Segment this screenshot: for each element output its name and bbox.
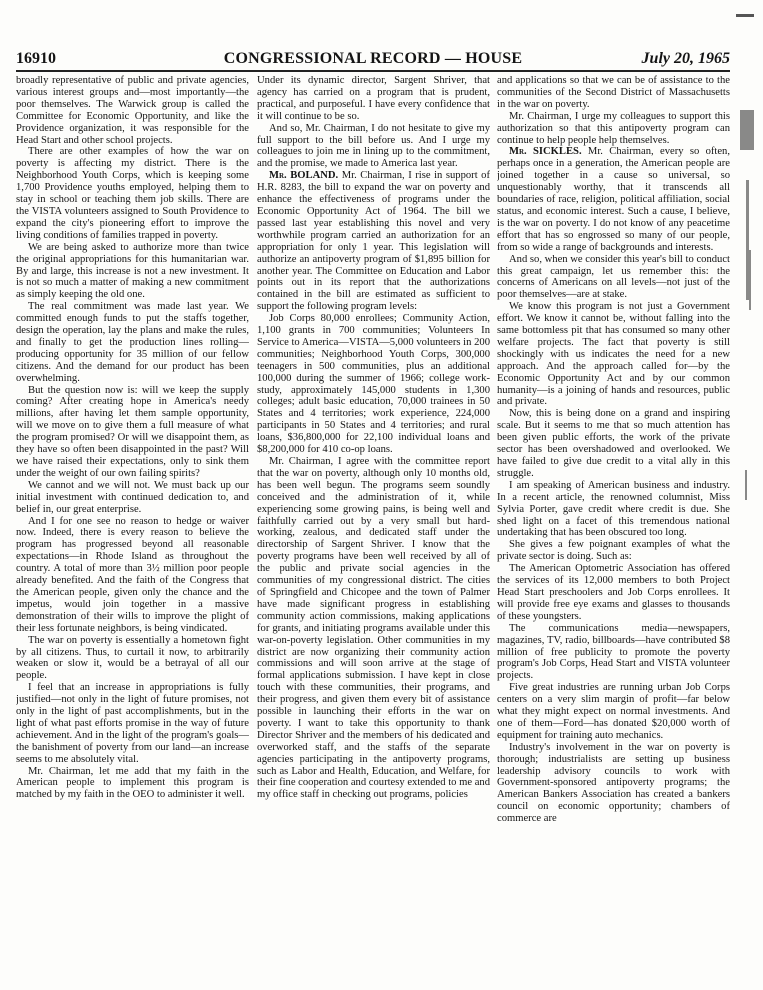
header-rule	[16, 70, 730, 72]
paragraph	[16, 75, 249, 146]
paragraph	[16, 766, 249, 802]
paragraph-text: Mr. Chairman, let me add that my faith in the American people to implement this program is matched by my faith in the OEO to administer it well.	[16, 765, 249, 801]
page-number: 16910	[16, 50, 56, 67]
paragraph-text: I am speaking of American business and industry. In a recent article, the renowned columnist, Miss Sylvia Porter, gave credit where credit is due. She shed light on a facet of this tremendous national undertaking that has been obscured too long.	[497, 479, 730, 539]
paragraph	[16, 635, 249, 683]
paragraph-text: The real commitment was made last year. We committed enough funds to put the staffs together, design the operation, lay the plans and make the rules, and finally to get the production lines rolling—producing opportunity for 35 million of our fellow citizens. And the demand for our product has been overwhelming.	[16, 301, 249, 384]
paragraph	[257, 123, 490, 171]
text-column-1	[16, 75, 249, 950]
paragraph-text: We know this program is not just a Government effort. We know it cannot be, without falling into the same bottomless pit that has consumed so many other welfare projects. The fact that poverty is still shockingly with us indicates the need for a new approach. And the approach called for—by the Economic Opportunity Act and by our common humanity—is a joining of hands and resources, public and private.	[497, 301, 730, 408]
paragraph	[16, 301, 249, 384]
paragraph	[497, 563, 730, 623]
paragraph	[16, 242, 249, 302]
paragraph-text: We cannot and we will not. We must back up our initial investment with continued dedication to, and belief in, our great enterprise.	[16, 479, 249, 515]
paragraph-text: And I for one see no reason to hedge or waiver now. Indeed, there is every reason to believe the program has progressed beyond all reasonable expectations—in Rhode Island as throughout the country. A total of more than 3½ million poor people already benefited. And the faith of the Congress that the American people, given only the chance and the impetus, would join together in a massive demonstration of their wills to improve the plight of their less fortunate neighbors, is being vindicated.	[16, 515, 249, 634]
paragraph	[497, 539, 730, 563]
paragraph-text: Under its dynamic director, Sargent Shriver, that agency has carried on a program that is prudent, practical, and purposeful. I have every confidence that it will continue to be so.	[257, 75, 490, 122]
paragraph	[257, 170, 490, 313]
scan-edge-shadow	[740, 90, 754, 990]
paragraph-text: Mr. Chairman, I urge my colleagues to support this authorization so that this antipoverty program can continue to help people help themselves.	[497, 110, 730, 146]
paragraph-text: And so, Mr. Chairman, I do not hesitate to give my full support to the bill before us. And I urge my colleagues to join me in lining up to the commitment, and the promise, we made to America last year.	[257, 122, 490, 170]
paragraph-text: She gives a few poignant examples of what the private sector is doing. Such as:	[497, 539, 730, 563]
paragraph	[16, 516, 249, 635]
publication-title: CONGRESSIONAL RECORD — HOUSE	[223, 50, 523, 67]
paragraph-text: But the question now is: will we keep the supply coming? After creating hope in America's needy millions, after having let them sample opportunity, will we move on to give them a full measure of what the program promised? Or will we disappoint them, as they have so often been disappointed in the past? Will we have raised their expectations, only to sink them under the weight of our own failing spirits?	[16, 384, 249, 479]
paragraph	[497, 480, 730, 540]
speaker-name: Mr. SICKLES.	[509, 146, 582, 158]
paragraph	[16, 480, 249, 516]
paragraph	[257, 313, 490, 456]
paragraph	[497, 75, 730, 111]
paragraph	[16, 146, 249, 241]
paragraph	[497, 111, 730, 147]
paragraph-text: Mr. Chairman, I rise in support of H.R. 8283, the bill to expand the war on poverty and enhance the effectiveness of programs under the Economic Opportunity Act of 1964. The bill we passed last year establishing this novel and very worthwhile program carried an authorization for an appropriation for only 1 year. This legislation will authorize an antipoverty program of $1,895 billion for another year. The Committee on Education and Labor points out in its report that the authorizations contained in the bill are estimated as sufficient to support the following program levels:	[257, 170, 490, 313]
paragraph-text: Mr. Chairman, every so often, perhaps once in a generation, the American people are joined together in a cause so universal, so unquestionably worthy, that it transcends all boundaries of race, religion, political affiliation, social status, and economic interest. Such a cause, I believe, is the war on poverty. I do not know of any peacetime effort that has so engrossed so many of our people, from so wide a range of backgrounds and interests.	[497, 146, 730, 253]
paragraph	[497, 408, 730, 479]
scan-mark	[736, 14, 754, 17]
paragraph-text: The communications media—newspapers, magazines, TV, radio, billboards—have contributed $8 million of free publicity to promote the poverty program's Job Corps, Head Start and VISTA volunteer projects.	[497, 622, 730, 682]
paragraph	[497, 682, 730, 742]
paragraph	[497, 742, 730, 825]
paragraph-text: And so, when we consider this year's bill to conduct this great campaign, let us remember this: the concerns of Americans on all levels—not just of the poor themselves—are at stake.	[497, 253, 730, 301]
text-column-3	[497, 75, 730, 950]
paragraph	[16, 682, 249, 765]
paragraph-text: The war on poverty is essentially a hometown fight by all citizens. Thus, to curtail it now, to arbitrarily weaken or slow it, would be a betrayal of all our people.	[16, 634, 249, 682]
paragraph	[257, 75, 490, 123]
paragraph-text: We are being asked to authorize more than twice the original appropriations for this humanitarian war. By and large, this increase is not a new investment. It is not so much a matter of making a new commitment as simply keeping the old one.	[16, 241, 249, 301]
paragraph	[497, 301, 730, 408]
paragraph-text: Five great industries are running urban Job Corps centers on a very slim margin of profit—far below what they might expect on normal investments. And one of them—Ford—has donated $20,000 worth of equipment for training auto mechanics.	[497, 682, 730, 741]
paragraph-text: and applications so that we can be of assistance to the communities of the Second District of Massachusetts in the war on poverty.	[497, 75, 730, 110]
text-column-2	[257, 75, 490, 950]
paragraph	[257, 456, 490, 801]
paragraph-text: Industry's involvement in the war on poverty is thorough; industrialists are setting up business leadership advisory councils to work with Government-sponsored antipoverty programs; the American Bankers Association has created a bankers council on economic opportunity; chambers of commerce are	[497, 741, 730, 825]
paragraph-text: Now, this is being done on a grand and inspiring scale. But it seems to me that so much attention has been given public efforts, the work of the private sector has been overshadowed and overlooked. We have failed to give due credit to a vital ally in this struggle.	[497, 408, 730, 479]
paragraph-text: Mr. Chairman, I agree with the committee report that the war on poverty, although only 10 months old, has been well begun. The programs seem soundly conceived and the administration of it, while experiencing some growing pains, is being well and faithfully carried out by a very small but hard-working, zealous, and dedicated staff under the directorship of Sargent Shriver. I know that the poverty programs have been well received by all of the public and private social agencies in the communities of my congressional district. The cities of Springfield and Chicopee and the town of Palmer have made significant progress in establishing community action commissions, making applications for grants, and initiating programs available under this war-on-poverty legislation. Other communities in my district are now organizing their community action commissions and will soon arrive at the stage of formal applications submission. I have kept in close touch with these communities, their programs, and their progress, and given them every bit of assistance possible in launching their efforts in the war on poverty. I want to take this opportunity to thank Director Shriver and the members of his dedicated and overworked staff, and the staffs of the separate agencies participating in the antipoverty programs, such as Labor and Health, Education, and Welfare, for their fine cooperation and courtesy extended to me and my office staff in checking out programs, policies	[257, 456, 490, 801]
paragraph-text: Job Corps 80,000 enrollees; Community Action, 1,100 grants in 700 communities; Volunteers In Service to America—VISTA—5,000 volunteers in 200 communities; Neighborhood Youth Corps, 300,000 teenagers in 500 communities, plus an additional 100,000 during the summer of 1966; college work-study, approximately 145,000 students in 1,300 colleges; adult basic education, 70,000 trainees in 50 States and 4 territories; work experience, 224,000 participants in 50 States and 4 territories; and rural loans, $36,800,000 for 22,100 individual loans and $8,200,000 for 410 co-op loans.	[257, 313, 490, 456]
paragraph-text: There are other examples of how the war on poverty is affecting my district. There is the Neighborhood Youth Corps, which is keeping some 1,700 Providence youths employed, helping them to stay in school or teaching them job skills. There are the VISTA volunteers assigned to South Providence to expand the city's pioneering effort to improve the living conditions of families trapped in poverty.	[16, 146, 249, 241]
paragraph	[16, 385, 249, 480]
paragraph	[497, 623, 730, 683]
paragraph-text: The American Optometric Association has offered the services of its 12,000 members to both Project Head Start preschoolers and Job Corps enrollees. It will provide free eye exams and glasses to thousands of these youngsters.	[497, 563, 730, 622]
paragraph-text: I feel that an increase in appropriations is fully justified—not only in the light of future promises, not only in the light of past accomplishments, but in the light of what past efforts promise in the way of future achievement. And in the light of the program's goals—the banishment of poverty from our land—an increase seems to me absolutely vital.	[16, 682, 249, 765]
issue-date: July 20, 1965	[641, 50, 730, 67]
paragraph-text: broadly representative of public and private agencies, various interest groups and—most importantly—the poor themselves. The Warwick group is called the Committee for Economic Opportunity, and like the Providence organization, it was responsible for the Head Start and other school projects.	[16, 75, 249, 146]
speaker-name: Mr. BOLAND.	[269, 170, 339, 182]
paragraph	[497, 254, 730, 302]
paragraph	[497, 146, 730, 253]
page-header	[16, 50, 730, 76]
